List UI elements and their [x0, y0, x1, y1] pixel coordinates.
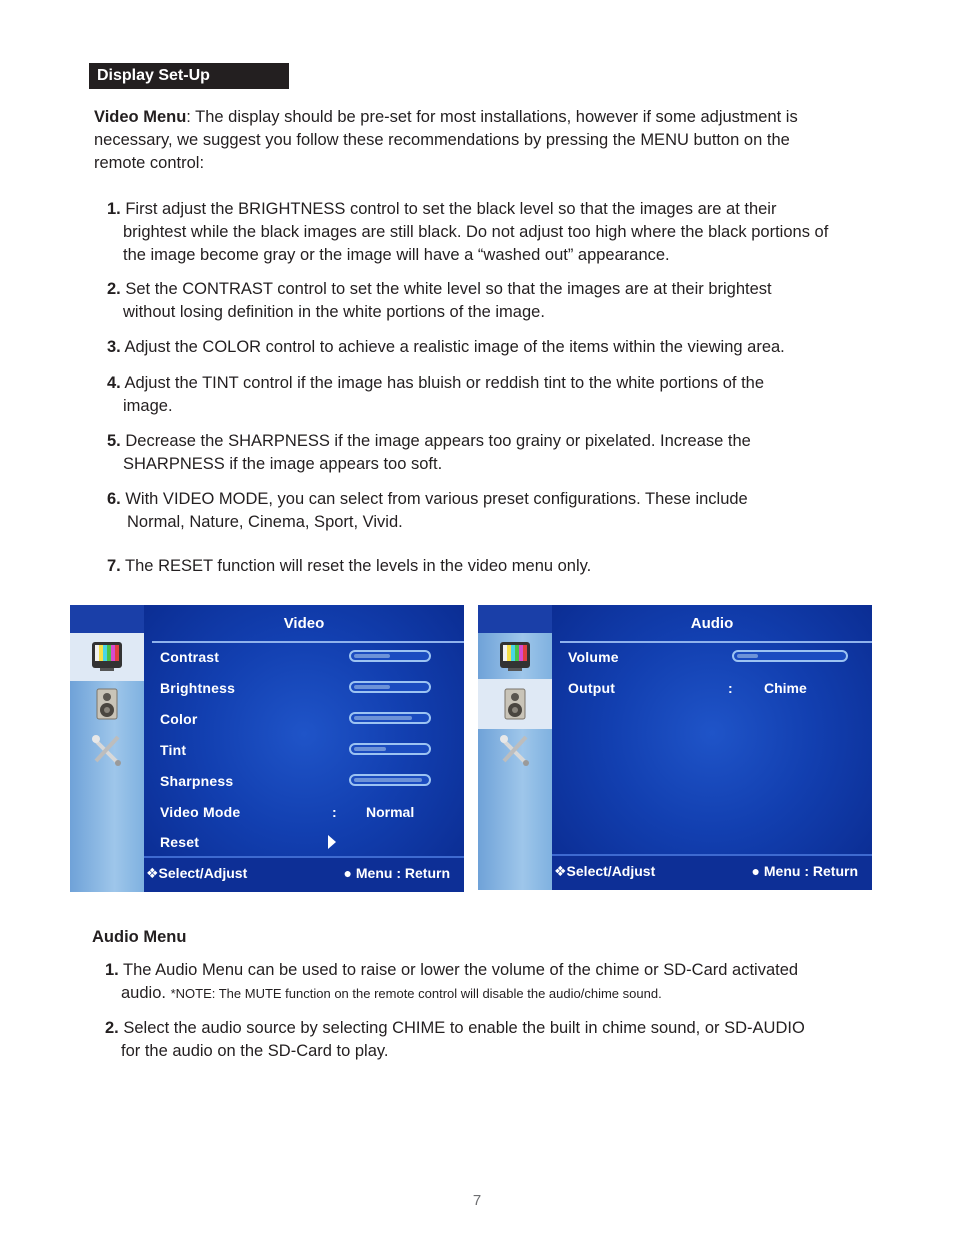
- step-text-continued: brightest while the black images are still black. Do not adjust too high where the black portions of the image become gray or the image will have a “washed out” appearance.: [123, 223, 829, 264]
- step-number: 2.: [105, 1019, 119, 1037]
- step-text-continued: SHARPNESS if the image appears too soft.: [123, 455, 443, 473]
- osd-footer: [144, 856, 464, 892]
- osd-footer-menu-hint: ● Menu : Return: [751, 863, 858, 879]
- step-text-continued: Normal, Nature, Cinema, Sport, Vivid.: [127, 513, 403, 531]
- video-step-3: [107, 336, 867, 359]
- tint-bar: [349, 743, 431, 755]
- step-text-continued: image.: [123, 397, 173, 415]
- osd-row-volume: Volume: [568, 649, 619, 665]
- tv-picture-icon: [498, 639, 532, 673]
- osd-title: Video: [283, 615, 325, 632]
- step-number: 4.: [107, 374, 121, 392]
- osd-footer-menu-hint: ● Menu : Return: [343, 865, 450, 881]
- intro-label: Video Menu: [94, 108, 187, 126]
- step-text: Set the CONTRAST control to set the white level so that the images are at their brightest: [120, 280, 772, 298]
- video-menu-intro: [94, 106, 844, 175]
- osd-row-contrast: Contrast: [160, 649, 220, 665]
- osd-row-output: Output: [568, 680, 616, 696]
- step-number: 5.: [107, 432, 121, 450]
- video-mode-value: Normal: [366, 804, 415, 820]
- audio-step-2: [105, 1017, 865, 1063]
- step-text-continued: audio.: [121, 984, 166, 1002]
- step-number: 2.: [107, 280, 121, 298]
- tools-icon: [498, 733, 532, 767]
- audio-step-1: [105, 959, 865, 1005]
- step-text: First adjust the BRIGHTNESS control to set the black level so that the images are at their: [120, 200, 777, 218]
- osd-footer-select-hint: ❖Select/Adjust: [554, 863, 656, 879]
- sharpness-bar: [349, 774, 431, 786]
- step-text: Adjust the TINT control if the image has bluish or reddish tint to the white portions of the: [120, 374, 765, 392]
- osd-row-reset: Reset: [160, 834, 200, 850]
- video-step-1: [107, 198, 847, 267]
- speaker-icon: [90, 687, 124, 721]
- video-step-4: [107, 372, 847, 418]
- brightness-bar: [349, 681, 431, 693]
- tools-icon: [90, 733, 124, 767]
- page-number: 7: [472, 1192, 482, 1209]
- osd-row-color: Color: [160, 711, 198, 727]
- mute-note: *NOTE: The MUTE function on the remote control will disable the audio/chime sound.: [170, 986, 662, 1001]
- step-text-continued: without losing definition in the white portions of the image.: [123, 303, 545, 321]
- audio-menu-screenshot: [478, 605, 872, 890]
- color-bar: [349, 712, 431, 724]
- step-number: 6.: [107, 490, 121, 508]
- osd-row-sharpness: Sharpness: [160, 773, 234, 789]
- video-step-7: [107, 555, 847, 578]
- step-text: With VIDEO MODE, you can select from various preset configurations. These include: [120, 490, 748, 508]
- osd-title: Audio: [690, 615, 734, 632]
- osd-main-panel: [552, 605, 872, 890]
- osd-sidebar: [70, 605, 144, 892]
- step-number: 1.: [107, 200, 121, 218]
- osd-footer-select-hint: ❖Select/Adjust: [146, 865, 248, 881]
- step-text: The RESET function will reset the levels in the video menu only.: [120, 557, 592, 575]
- osd-row-brightness: Brightness: [160, 680, 236, 696]
- osd-row-tint: Tint: [160, 742, 187, 758]
- step-number: 1.: [105, 961, 119, 979]
- osd-colon: :: [332, 804, 337, 820]
- section-title: Display Set-Up: [89, 63, 289, 89]
- reset-arrow-icon: [328, 835, 336, 849]
- video-step-2: [107, 278, 847, 324]
- audio-menu-heading: Audio Menu: [92, 928, 187, 946]
- video-menu-screenshot: [70, 605, 464, 892]
- video-step-6: [107, 488, 847, 534]
- step-number: 3.: [107, 338, 121, 356]
- osd-colon: :: [728, 680, 733, 696]
- step-text: Decrease the SHARPNESS if the image appears too grainy or pixelated. Increase the: [120, 432, 751, 450]
- step-text: Select the audio source by selecting CHIME to enable the built in chime sound, or SD-AUDIO: [118, 1019, 805, 1037]
- osd-sidebar: [478, 605, 552, 890]
- output-value: Chime: [764, 680, 807, 696]
- step-text-continued: for the audio on the SD-Card to play.: [121, 1042, 389, 1060]
- video-step-5: [107, 430, 847, 476]
- intro-text: : The display should be pre-set for most installations, however if some adjustment is necessary, we suggest you follow these recommendations by pressing the MENU button on the remote control:: [94, 108, 798, 172]
- osd-footer: [552, 854, 872, 890]
- osd-row-video-mode: Video Mode: [160, 804, 241, 820]
- step-text: Adjust the COLOR control to achieve a realistic image of the items within the viewing area.: [120, 338, 785, 356]
- speaker-icon: [498, 687, 532, 721]
- volume-bar: [732, 650, 848, 662]
- step-number: 7.: [107, 557, 121, 575]
- contrast-bar: [349, 650, 431, 662]
- step-text: The Audio Menu can be used to raise or lower the volume of the chime or SD-Card activated: [118, 961, 799, 979]
- osd-main-panel: [144, 605, 464, 892]
- tv-picture-icon: [90, 639, 124, 673]
